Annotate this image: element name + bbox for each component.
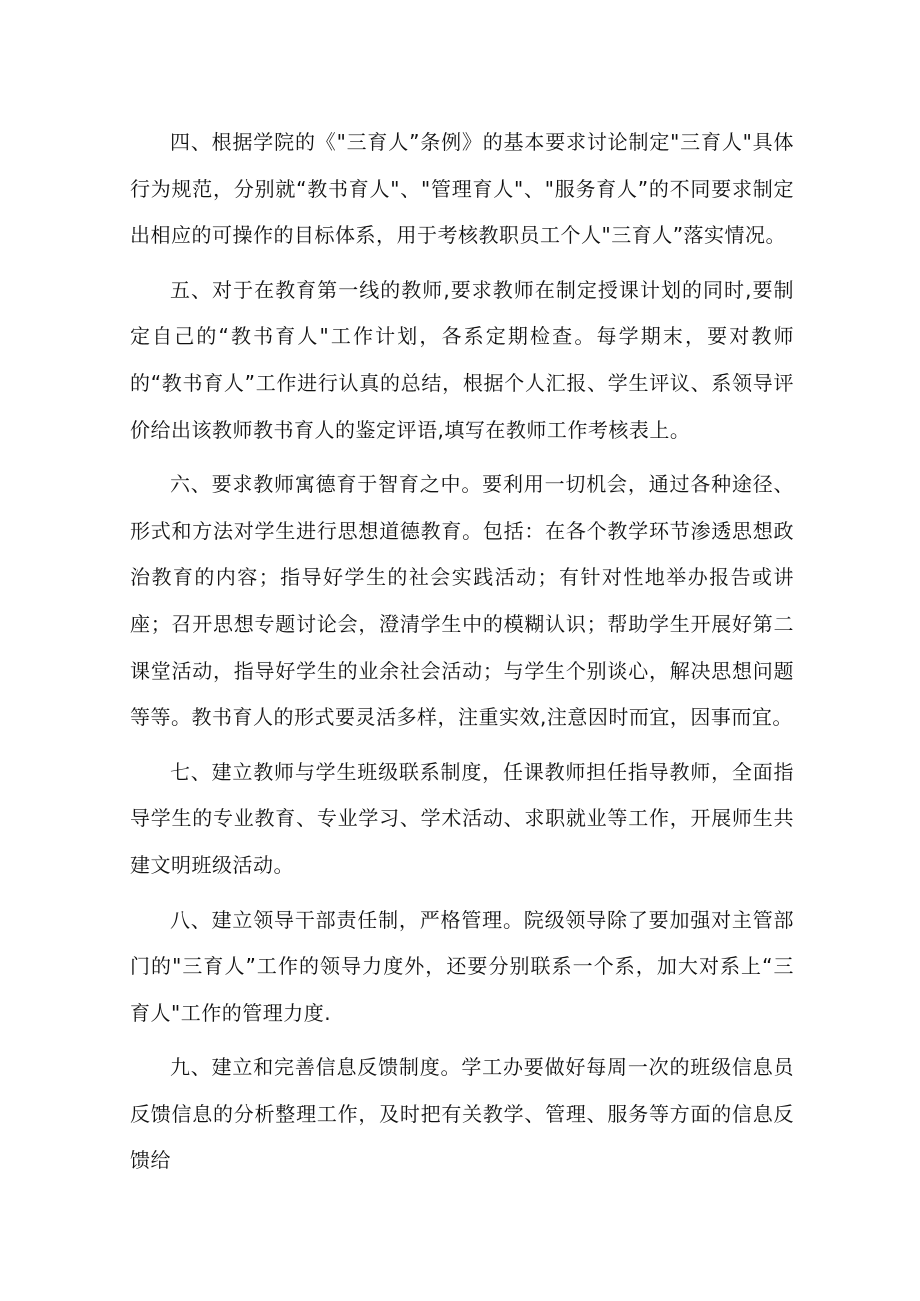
paragraph-5: 五、对于在教育第一线的教师,要求教师在制定授课计划的同时,要制定自己的“教书育人"工作计划，各系定期检查。每学期末，要对教师的“教书育人”工作进行认真的总结，根据个人汇报、学生评议、系领导评价给出该教师教书育人的鉴定评语,填写在教师工作考核表上。 — [130, 277, 794, 442]
paragraph-8: 八、建立领导干部责任制，严格管理。院级领导除了要加强对主管部门的"三育人”工作的领导力度外，还要分别联系一个系，加大对系上“三育人"工作的管理力度. — [130, 907, 794, 1025]
paragraph-4: 四、根据学院的《"三育人”条例》的基本要求讨论制定"三育人"具体行为规范，分别就“教书育人"、"管理育人"、"服务育人”的不同要求制定出相应的可操作的目标体系，用于考核教职员工个人"三育人”落实情况。 — [130, 130, 794, 248]
paragraph-9: 九、建立和完善信息反馈制度。学工办要做好每周一次的班级信息员反馈信息的分析整理工作，及时把有关教学、管理、服务等方面的信息反馈给 — [130, 1055, 794, 1173]
paragraph-6: 六、要求教师寓德育于智育之中。要利用一切机会，通过各种途径、形式和方法对学生进行思想道德教育。包括：在各个教学环节渗透思想政治教育的内容；指导好学生的社会实践活动；有针对性地举办报告或讲座；召开思想专题讨论会，澄清学生中的模糊认识；帮助学生开展好第二课堂活动，指导好学生的业余社会活动；与学生个别谈心，解决思想问题等等。教书育人的形式要灵活多样，注重实效,注意因时而宜，因事而宜。 — [130, 472, 794, 730]
paragraph-7: 七、建立教师与学生班级联系制度，任课教师担任指导教师，全面指导学生的专业教育、专业学习、学术活动、求职就业等工作，开展师生共建文明班级活动。 — [130, 759, 794, 877]
document-body — [130, 119, 794, 1192]
